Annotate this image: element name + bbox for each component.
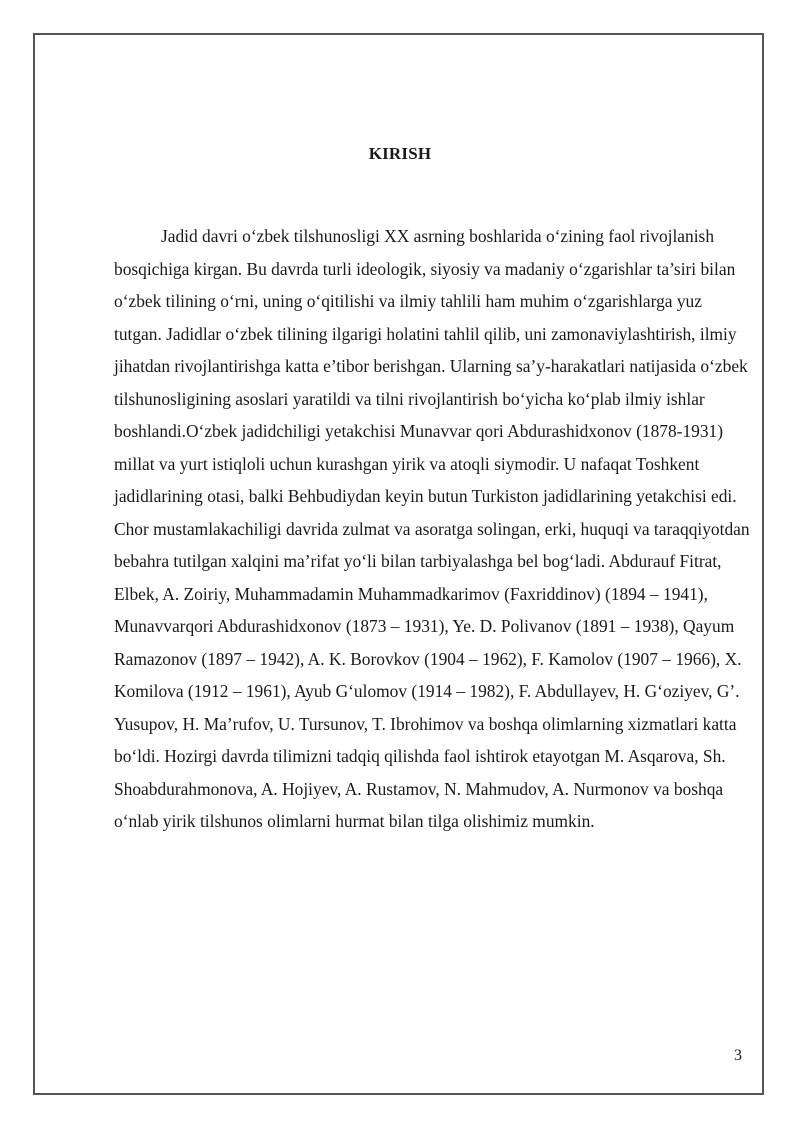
page-title: KIRISH (368, 144, 432, 163)
page-number: 3 (734, 1047, 742, 1064)
body-paragraph: Jadid davri o‘zbek tilshunosligi XX asrning boshlarida o‘zining faol rivojlanish bosqichiga kirgan. Bu davrda turli ideologik, siyosiy va madaniy o‘zgarishlar ta’siri bilan o‘zbek tilining o‘rni, uning o‘qitilishi va ilmiy tahlili ham muhim o‘zgarishlarga yuz tutgan. Jadidlar o‘zbek tilining ilgarigi holatini tahlil qilib, uni zamonaviylashtirish, ilmiy jihatdan rivojlantirishga katta e’tibor berishgan. Ularning sa’y-harakatlari natijasida o‘zbek tilshunosligining asoslari yaratildi va tilni rivojlantirish bo‘yicha ko‘plab ilmiy ishlar boshlandi.O‘zbek jadidchiligi yetakchisi Munavvar qori Abdurashidxonov (1878-1931) millat va yurt istiqloli uchun kurashgan yirik va atoqli siymodir. U nafaqat Toshkent jadidlarining otasi, balki Behbudiydan keyin butun Turkiston jadidlarining yetakchisi edi. Chor mustamlakachiligi davrida zulmat va asoratga solingan, erki, huquqi va taraqqiyotdan bebahra tutilgan xalqini ma’rifat yo‘li bilan tarbiyalashga bel bog‘ladi. Abdurauf Fitrat, Elbek, A. Zoiriy, Muhammadamin Muhammadkarimov (Faxriddinov) (1894 – 1941), Munavvarqori Abdurashidxonov (1873 – 1931), Ye. D. Polivanov (1891 – 1938), Qayum Ramazonov (1897 – 1942), A. K. Borovkov (1904 – 1962), F. Kamolov (1907 – 1966), X. Komilova (1912 – 1961), Ayub G‘ulomov (1914 – 1982), F. Abdullayev, H. G‘oziyev, G’. Yusupov, H. Ma’rufov, U. Tursunov, T. Ibrohimov va boshqa olimlarning xizmatlari katta bo‘ldi. Hozirgi davrda tilimizni tadqiq qilishda faol ishtirok etayotgan M. Asqarova, Sh. Shoabdurahmonova, A. Hojiyev, A. Rustamov, N. Mahmudov, A. Nurmonov va boshqa o‘nlab yirik tilshunos olimlarni hurmat bilan tilga olishimiz mumkin. (114, 226, 750, 831)
